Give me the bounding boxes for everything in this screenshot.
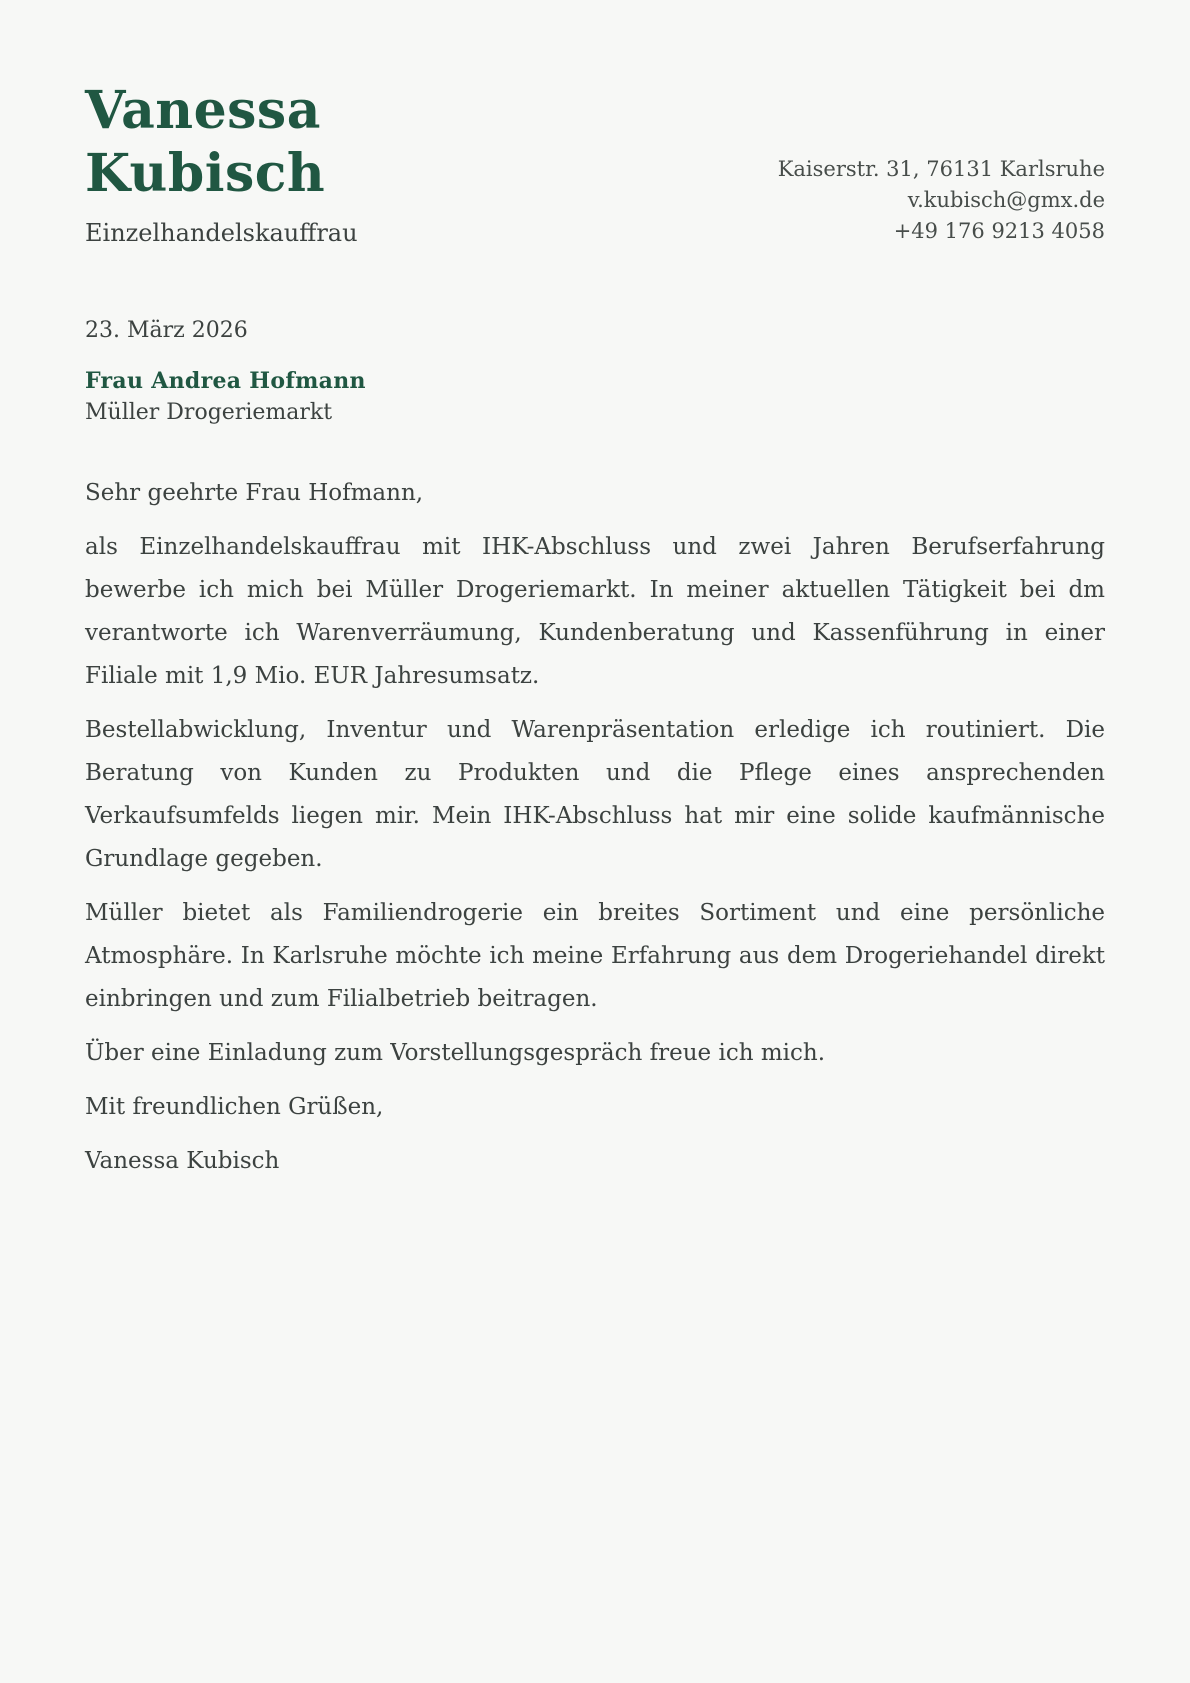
sender-name-line1: Vanessa xyxy=(85,80,321,141)
letter-header xyxy=(85,80,1105,249)
sender-job-title: Einzelhandelskauffrau xyxy=(85,218,358,247)
contact-block xyxy=(778,154,1105,249)
letter-date: 23. März 2026 xyxy=(85,318,248,343)
body-paragraph-1: als Einzelhandelskauffrau mit IHK-Abschluss und zwei Jahren Berufserfahrung bewerbe ich mich bei Müller Drogeriemarkt. In meiner aktuellen Tätigkeit bei dm verantworte ich Warenverräumung, Kundenberatung und Kassenführung in einer Filiale mit 1,9 Mio. EUR Jahresumsatz. xyxy=(85,534,1105,689)
body-paragraph-2: Bestellabwicklung, Inventur und Warenpräsentation erledige ich routiniert. Die Beratung von Kunden zu Produkten und die Pflege eines ansprechenden Verkaufsumfelds liegen mir. Mein IHK-Abschluss hat mir eine solide kaufmännische Grundlage gegeben. xyxy=(85,717,1105,872)
contact-phone: +49 176 9213 4058 xyxy=(893,219,1105,243)
recipient-name: Frau Andrea Hofmann xyxy=(85,368,366,394)
signature-name: Vanessa Kubisch xyxy=(85,1148,280,1174)
sender-identity xyxy=(85,80,358,249)
body-paragraph-3: Müller bietet als Familiendrogerie ein breites Sortiment und eine persönliche Atmosphäre. In Karlsruhe möchte ich meine Erfahrung aus dem Drogeriehandel direkt einbringen und zum Filialbetrieb beitragen. xyxy=(85,900,1105,1012)
contact-address: Kaiserstr. 31, 76131 Karlsruhe xyxy=(777,157,1105,181)
recipient-company: Müller Drogeriemarkt xyxy=(85,400,333,425)
body-paragraph-4: Über eine Einladung zum Vorstellungsgespräch freue ich mich. xyxy=(85,1040,826,1066)
contact-email: v.kubisch@gmx.de xyxy=(907,188,1105,212)
closing-line: Mit freundlichen Grüßen, xyxy=(85,1094,384,1120)
sender-name-line2: Kubisch xyxy=(85,142,326,204)
letter-body xyxy=(85,472,1105,1183)
sender-name-heading xyxy=(85,80,358,206)
recipient-block xyxy=(85,366,1105,428)
salutation: Sehr geehrte Frau Hofmann, xyxy=(85,480,424,506)
